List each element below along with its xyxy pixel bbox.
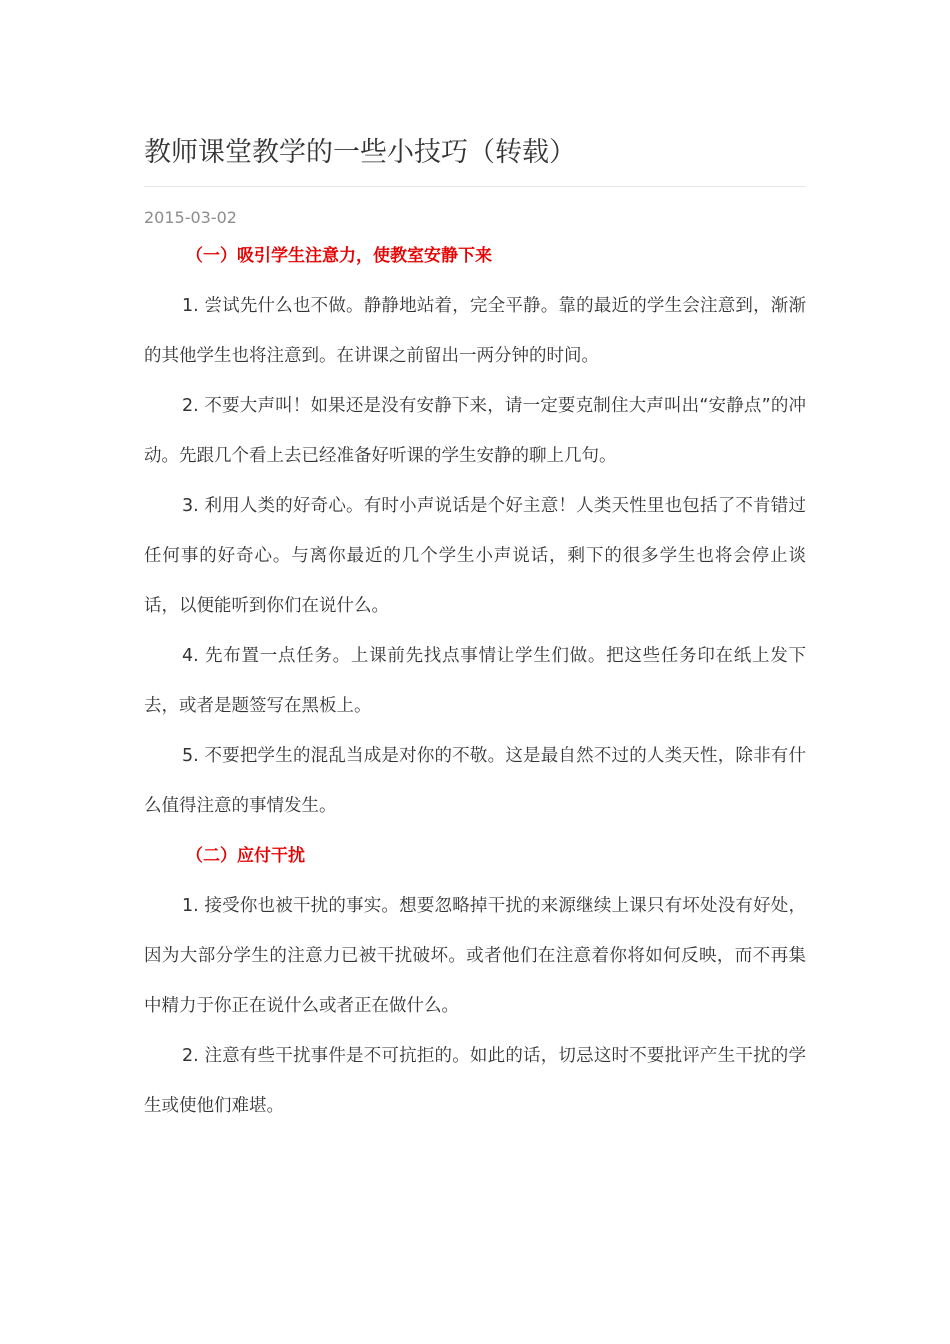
list-item: 5. 不要把学生的混乱当成是对你的不敬。这是最自然不过的人类天性，除非有什么值得注意的事情发生。: [144, 746, 806, 816]
section-heading: （二）应付干扰: [186, 846, 305, 866]
publish-date: 2015-03-02: [144, 208, 237, 227]
section-heading: （一）吸引学生注意力，使教室安静下来: [186, 246, 492, 266]
article-title: 教师课堂教学的一些小技巧（转载）: [144, 137, 576, 168]
title-divider: [144, 186, 806, 187]
list-item: 2. 注意有些干扰事件是不可抗拒的。如此的话，切忌这时不要批评产生干扰的学生或使他们难堪。: [144, 1046, 806, 1116]
list-item: 1. 接受你也被干扰的事实。想要忽略掉干扰的来源继续上课只有坏处没有好处，因为大部分学生的注意力已被干扰破坏。或者他们在注意着你将如何反映，而不再集中精力于你正在说什么或者正在做什么。: [144, 896, 806, 1016]
list-item: 4. 先布置一点任务。上课前先找点事情让学生们做。把这些任务印在纸上发下去，或者是题签写在黑板上。: [144, 646, 806, 716]
article-body: [144, 231, 806, 1131]
list-item: 2. 不要大声叫！如果还是没有安静下来，请一定要克制住大声叫出“安静点”的冲动。先跟几个看上去已经准备好听课的学生安静的聊上几句。: [144, 396, 806, 466]
list-item: 3. 利用人类的好奇心。有时小声说话是个好主意！人类天性里也包括了不肯错过任何事的好奇心。与离你最近的几个学生小声说话，剩下的很多学生也将会停止谈话，以便能听到你们在说什么。: [144, 496, 806, 616]
list-item: 1. 尝试先什么也不做。静静地站着，完全平静。靠的最近的学生会注意到，渐渐的其他学生也将注意到。在讲课之前留出一两分钟的时间。: [144, 296, 806, 366]
